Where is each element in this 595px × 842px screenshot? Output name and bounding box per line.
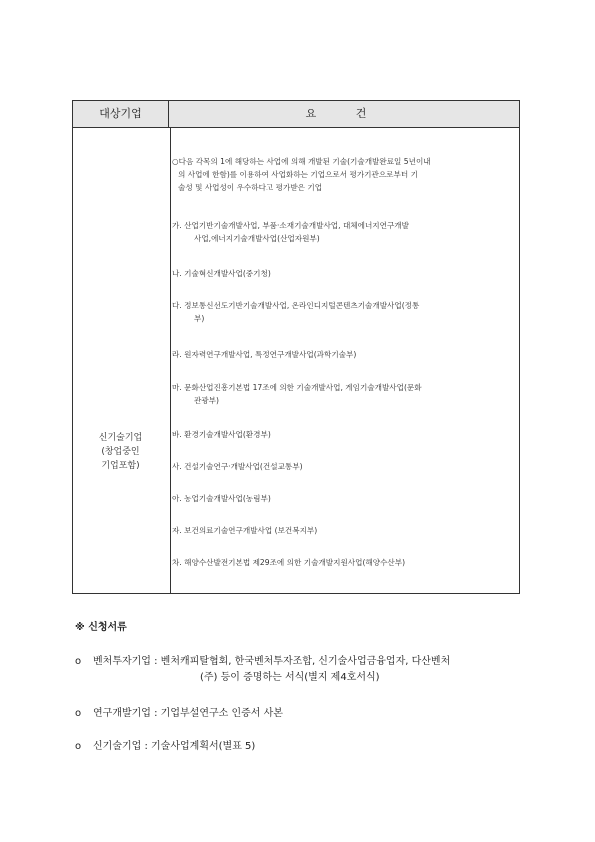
requirement-item [172, 492, 517, 505]
document-text: 연구개발기업 : 기업부설연구소 인증서 사본 [93, 708, 283, 719]
header-column-divider [168, 101, 169, 127]
requirement-item [172, 299, 517, 325]
document-item [75, 739, 255, 755]
intro-line: 술성 및 사업성이 우수하다고 평가받은 기업 [178, 183, 323, 192]
intro-line: ○다음 각목의 1에 해당하는 사업에 의해 개발된 기술(기술개발완료일 5년이내 [172, 157, 431, 166]
requirement-item [172, 348, 517, 361]
requirement-item [172, 428, 517, 441]
requirement-item [172, 267, 517, 280]
application-documents [75, 618, 555, 752]
item-line: 다. 정보통신선도기반기술개발사업, 온라인디지털콘텐츠기술개발사업(정통 [172, 301, 420, 310]
bullet-icon: o [75, 708, 82, 719]
item-line: 바. 환경기술개발사업(환경부) [172, 430, 271, 439]
document-continuation: (주) 등이 증명하는 서식(별지 제4호서식) [200, 672, 380, 683]
requirement-item [172, 460, 517, 473]
column-divider [170, 127, 171, 593]
item-line: 가. 산업기반기술개발사업, 부품·소재기술개발사업, 대체에너지연구개발 [172, 221, 409, 230]
item-line: 차. 해양수산발전기본법 제29조에 의한 기술개발지원사업(해양수산부) [172, 558, 406, 567]
table-header-row [73, 101, 519, 128]
item-continuation: 부) [194, 314, 205, 323]
item-line: 라. 원자력연구개발사업, 특정연구개발사업(과학기술부) [172, 350, 357, 359]
item-line: 자. 보건의료기술연구개발사업 (보건복지부) [172, 526, 318, 535]
header-target-company: 대상기업 [99, 107, 142, 120]
requirement-cell [172, 155, 519, 567]
header-requirement: 요 건 [305, 107, 385, 120]
target-line: 기업포함) [101, 461, 140, 471]
item-line: 나. 기술혁신개발사업(중기청) [172, 269, 271, 278]
document-text: 벤처투자기업 : 벤처캐피탈협회, 한국벤처투자조합, 신기술사업금융업자, 다산벤처 [93, 656, 451, 667]
item-line: 사. 건설기술연구·개발사업(건설교통부) [172, 462, 303, 471]
item-continuation: 관광부) [194, 396, 219, 405]
document-text: 신기술기업 : 기술사업계획서(별표 5) [93, 741, 256, 752]
item-continuation: 사업,에너지기술개발사업(산업자원부) [194, 234, 320, 243]
bullet-icon: o [75, 656, 82, 667]
requirement-item [172, 524, 517, 537]
documents-title: ※ 신청서류 [75, 622, 127, 633]
requirements-table [72, 100, 520, 594]
target-line: 신기술기업 [98, 433, 143, 443]
target-line: (창업중인 [101, 447, 140, 457]
document-item [75, 706, 283, 722]
item-line: 아. 농업기술개발사업(농림부) [172, 494, 271, 503]
bullet-icon: o [75, 741, 82, 752]
requirement-item [172, 219, 517, 245]
document-item [75, 654, 450, 670]
target-company-cell [73, 431, 168, 473]
requirement-item [172, 381, 517, 407]
intro-line: 의 사업에 한함)를 이용하여 사업화하는 기업으로서 평가기관으로부터 기 [178, 170, 418, 179]
requirement-intro [172, 155, 519, 194]
item-line: 마. 문화산업진흥기본법 17조에 의한 기술개발사업, 게임기술개발사업(문화 [172, 383, 422, 392]
requirement-item [172, 556, 517, 569]
